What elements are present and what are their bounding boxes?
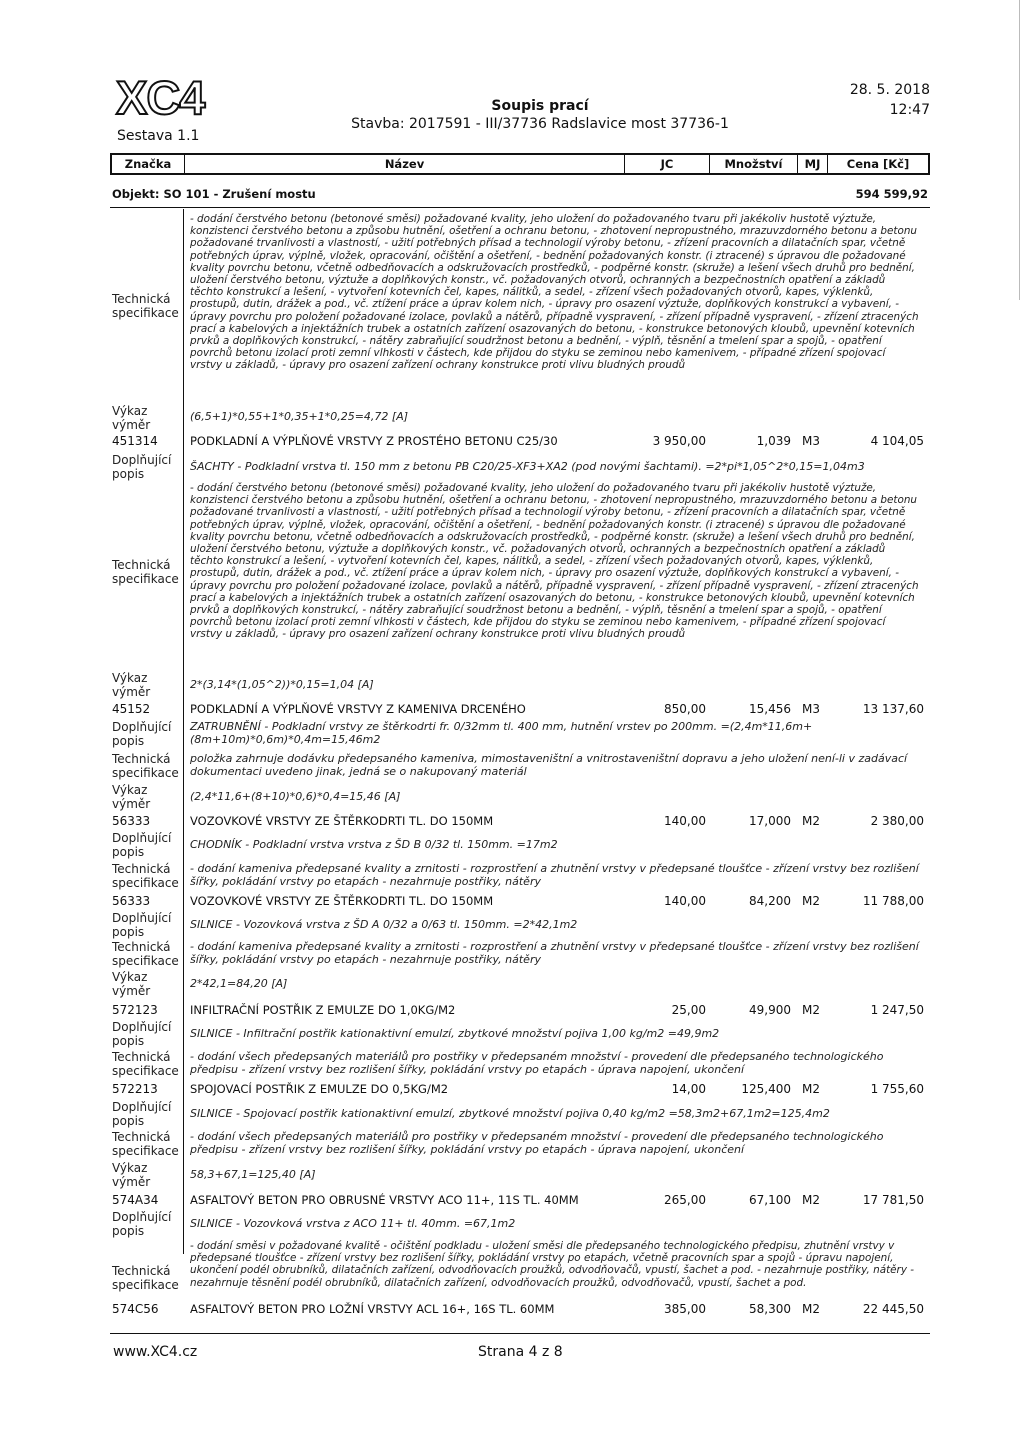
label-technicka: Technická specifikace: [112, 558, 179, 586]
vykaz-text: (2,4*11,6+(8+10)*0,6)*0,4=15,46 [A]: [190, 790, 401, 803]
footer-website: www.XC4.cz: [113, 1344, 198, 1360]
label-doplnujici: Doplňující popis: [112, 1210, 172, 1238]
item-cena: 1 755,60: [870, 1082, 924, 1096]
item-code: 572213: [112, 1082, 158, 1096]
popis-text: SILNICE - Spojovací postřik kationaktivní emulzí, zbytkové množství pojiva 0,40 kg/m2 =58,3m2+67,1m2=125,4m2: [190, 1107, 830, 1120]
spec-text: položka zahrnuje dodávku předepsaného kameniva, mimostaveništní a vnitrostaveništní dopravu a jeho uložení není-li v zadávací dokumentaci uvedeno jinak, jedná se o nakupovaný materiál: [190, 752, 908, 778]
popis-text: ŠACHTY - Podkladní vrstva tl. 150 mm z betonu PB C20/25-XF3+XA2 (pod novými šachtami). =2*pi*1,05^2*0,15=1,04m3: [190, 460, 865, 473]
label-doplnujici: Doplňující popis: [112, 1100, 172, 1128]
objekt-row: [110, 181, 930, 208]
item-mnozstvi: 67,100: [749, 1193, 791, 1207]
label-technicka: Technická specifikace: [112, 1264, 179, 1292]
item-mj: M3: [802, 434, 820, 448]
document-title: [340, 98, 740, 132]
table-row: [112, 814, 924, 830]
item-jc: 140,00: [664, 814, 706, 828]
label-vykaz: Výkaz výměr: [112, 970, 151, 998]
item-code: 572123: [112, 1003, 158, 1017]
stavba-line: Stavba: 2017591 - III/37736 Radslavice most 37736-1: [351, 116, 729, 132]
table-row: [112, 1193, 924, 1209]
label-technicka: Technická specifikace: [112, 1050, 179, 1078]
spec-text: - dodání kameniva předepsané kvality a zrnitosti - rozprostření a zhutnění vrstvy v předepsané tloušťce - zřízení vrstvy bez rozlišení šířky, pokládání vrstvy po etapách - nezahrnuje postřiky, nátěry: [190, 940, 919, 966]
item-code: 56333: [112, 894, 151, 908]
item-code: 45152: [112, 702, 151, 716]
item-name: ASFALTOVÝ BETON PRO OBRUSNÉ VRSTVY ACO 11+, 11S TL. 40MM: [190, 1193, 579, 1207]
col-znacka: Značka: [112, 155, 185, 173]
spec-text: - dodání kameniva předepsané kvality a zrnitosti - rozprostření a zhutnění vrstvy v předepsané tloušťce - zřízení vrstvy bez rozlišení šířky, pokládání vrstvy po etapách - nezahrnuje postřiky, nátěry: [190, 862, 919, 888]
objekt-total: 594 599,92: [855, 187, 928, 201]
item-cena: 22 445,50: [862, 1302, 924, 1316]
date: 28. 5. 2018: [849, 82, 930, 98]
table-row: [112, 434, 924, 450]
item-cena: 4 104,05: [870, 434, 924, 448]
spec-text: - dodání čerstvého betonu (betonové směsi) požadované kvality, jeho uložení do požadovaného tvaru při jakékoliv hustotě výztuže, konzistenci čerstvého betonu a způsobu hutnění, ošetření a ochranu betonu, - zhotovení nepropustného, mrazuvzdorného betonu a betonu požadované trvanlivosti a vlastností, - užití potřebných přísad a technologií výroby betonu, - zřízení pracovních a dilatačních spar, včetně potřebných úprav, výplně, vložek, opracování, očištění a ošetření, - bednění požadovaných konstr. (i ztracené) s úpravou dle požadované kvality povrchu betonu, včetně odbedňovacích a odskružovacích prostředků, - podpěrné konstr. (skruže) a lešení všech druhů pro bednění, uložení čerstvého betonu, výztuže a doplňkových konstr., vč. požadovaných otvorů, ochranných a bezpečnostních opatření a základů těchto konstrukcí a lešení, - vytvoření kotevních čel, kapes, nálitků, a sedel, - zřízení všech požadovaných otvorů, kapes, výklenků, prostupů, dutin, drážek a pod., vč. ztížení práce a úprav kolem nich, - úpravy pro osazení výztuže, doplňkových konstrukcí a vybavení, - úpravy povrchu pro položení požadované izolace, povlaků a nátěrů, případně vyspravení, - zřízení případně vyspravení, - zřízení ztracených prací a kabelových a injektážních trubek a ostatních zařízení osazovaných do betonu, - konstrukce betonových kloubů, upevnění kotevních prvků a doplňkových konstrukcí, - nátěry zabraňující soudržnost betonu a bednění, - výplň, těsnění a tmelení spar a spojů, - opatření povrchů betonu izolací proti zemní vlhkosti v částech, kde přijdou do styku se zeminou nebo kamenivem, - případné zřízení spojovací vrstvy u základů, - úpravy pro osazení zařízení ochrany konstrukce proti vlivu bludných proudů: [190, 482, 919, 641]
item-code: 574A34: [112, 1193, 159, 1207]
item-mnozstvi: 58,300: [749, 1302, 791, 1316]
vykaz-text: 2*42,1=84,20 [A]: [190, 977, 288, 990]
item-name: SPOJOVACÍ POSTŘIK Z EMULZE DO 0,5KG/M2: [190, 1082, 449, 1096]
table-row: [112, 1302, 924, 1318]
item-mnozstvi: 17,000: [749, 814, 791, 828]
label-technicka: Technická specifikace: [112, 1130, 179, 1158]
col-jc: JC: [625, 155, 710, 173]
item-mnozstvi: 49,900: [749, 1003, 791, 1017]
popis-text: CHODNÍK - Podkladní vrstva vrstva z ŠD B 0/32 tl. 150mm. =17m2: [190, 838, 558, 851]
item-jc: 25,00: [671, 1003, 706, 1017]
label-vykaz: Výkaz výměr: [112, 783, 151, 811]
datetime: [800, 80, 930, 120]
item-cena: 11 788,00: [862, 894, 924, 908]
soupis-title: Soupis prací: [491, 98, 589, 114]
table-row: [112, 702, 924, 718]
item-mj: M2: [802, 814, 820, 828]
item-name: VOZOVKOVÉ VRSTVY ZE ŠTĚRKODRTI TL. DO 150MM: [190, 814, 494, 828]
table-row: [112, 1082, 924, 1098]
popis-text: SILNICE - Vozovková vrstva z ŠD A 0/32 a 0/63 tl. 150mm. =2*42,1m2: [190, 918, 578, 931]
item-mnozstvi: 84,200: [749, 894, 791, 908]
label-technicka: Technická specifikace: [112, 292, 179, 320]
item-jc: 850,00: [664, 702, 706, 716]
spec-text: - dodání směsi v požadované kvalitě - očištění podkladu - uložení směsi dle předepsaného technologického předpisu, zhutnění vrstvy v předepsané tloušťce - zřízení vrstvy bez rozlišení šířky, pokládání vrstvy po etapách, včetně pracovních spar a spojů - úpravu napojení, ukončení podél obrubníků, dilatačních zařízení, odvodňovacích proužků, odvodňovačů, vpustí, šachet a pod. - nezahrnuje postřiky, nátěry - nezahrnuje těsnění podél obrubníků, dilatačních zařízení, odvodňovacích proužků, odvodňovačů, vpustí, šachet a pod.: [190, 1240, 915, 1289]
item-jc: 14,00: [671, 1082, 706, 1096]
spec-text: - dodání všech předepsaných materiálů pro postřiky v předepsaném množství - provedení dle předepsaného technologického předpisu - zřízení vrstvy bez rozlišení šířky, pokládání vrstvy po etapách - úprava napojení, ukončení: [190, 1050, 884, 1076]
popis-text: SILNICE - Infiltrační postřik kationaktivní emulzí, zbytkové množství pojiva 1,00 kg/m2 =49,9m2: [190, 1027, 720, 1040]
item-name: VOZOVKOVÉ VRSTVY ZE ŠTĚRKODRTI TL. DO 150MM: [190, 894, 494, 908]
item-code: 451314: [112, 434, 158, 448]
objekt-label: Objekt: SO 101 - Zrušení mostu: [112, 187, 316, 201]
col-mj: MJ: [798, 155, 828, 173]
item-cena: 13 137,60: [862, 702, 924, 716]
table-header: [110, 153, 930, 175]
item-mj: M2: [802, 1302, 820, 1316]
item-jc: 385,00: [664, 1302, 706, 1316]
label-doplnujici: Doplňující popis: [112, 831, 172, 859]
col-nazev: Název: [185, 155, 625, 173]
item-name: PODKLADNÍ A VÝPLŇOVÉ VRSTVY Z KAMENIVA DRCENÉHO: [190, 702, 526, 716]
item-name: ASFALTOVÝ BETON PRO LOŽNÍ VRSTVY ACL 16+, 16S TL. 60MM: [190, 1302, 555, 1316]
scan-edge: [1019, 0, 1020, 300]
col-cena: Cena [Kč]: [846, 157, 910, 171]
footer-divider: [110, 1333, 930, 1334]
label-technicka: Technická specifikace: [112, 862, 179, 890]
item-code: 56333: [112, 814, 151, 828]
table-row: [112, 894, 924, 910]
item-jc: 3 950,00: [652, 434, 706, 448]
item-cena: 17 781,50: [862, 1193, 924, 1207]
label-doplnujici: Doplňující popis: [112, 720, 172, 748]
item-mj: M2: [802, 1003, 820, 1017]
item-code: 574C56: [112, 1302, 159, 1316]
popis-text: ZATRUBNĚNÍ - Podkladní vrstvy ze štěrkodrti fr. 0/32mm tl. 400 mm, hutnění vrstev po 200mm. =(2,4m*11,6m+(8m+10m)*0,6m)*0,4m=15,46m2: [190, 720, 813, 746]
label-technicka: Technická specifikace: [112, 752, 179, 780]
item-mj: M2: [802, 1193, 820, 1207]
vykaz-text: 58,3+67,1=125,40 [A]: [190, 1168, 316, 1181]
sestava-label: Sestava 1.1: [117, 128, 200, 144]
item-mj: M3: [802, 702, 820, 716]
time: 12:47: [889, 102, 930, 118]
footer-page-number: Strana 4 z 8: [478, 1344, 563, 1360]
item-jc: 265,00: [664, 1193, 706, 1207]
vykaz-text: (6,5+1)*0,55+1*0,35+1*0,25=4,72 [A]: [190, 410, 409, 423]
table-row: [112, 1003, 924, 1019]
label-vykaz: Výkaz výměr: [112, 404, 151, 432]
xc4-logo: XC4: [116, 71, 205, 124]
vykaz-text: 2*(3,14*(1,05^2))*0,15=1,04 [A]: [190, 678, 374, 691]
label-technicka: Technická specifikace: [112, 940, 179, 968]
item-cena: 2 380,00: [870, 814, 924, 828]
item-name: PODKLADNÍ A VÝPLŇOVÉ VRSTVY Z PROSTÉHO BETONU C25/30: [190, 434, 558, 448]
item-mnozstvi: 125,400: [741, 1082, 791, 1096]
popis-text: SILNICE - Vozovková vrstva z ACO 11+ tl. 40mm. =67,1m2: [190, 1217, 516, 1230]
label-vykaz: Výkaz výměr: [112, 1161, 151, 1189]
spec-text: - dodání čerstvého betonu (betonové směsi) požadované kvality, jeho uložení do požadovaného tvaru při jakékoliv hustotě výztuže, konzistenci čerstvého betonu a způsobu hutnění, ošetření a ochranu betonu, - zhotovení nepropustného, mrazuvzdorného betonu a betonu požadované trvanlivosti a vlastností, - užití potřebných přísad a technologií výroby betonu, - zřízení pracovních a dilatačních spar, včetně potřebných úprav, výplně, vložek, opracování, očištění a ošetření, - bednění požadovaných konstr. (i ztracené) s úpravou dle požadované kvality povrchu betonu, včetně odbedňovacích a odskružovacích prostředků, - podpěrné konstr. (skruže) a lešení všech druhů pro bednění, uložení čerstvého betonu, výztuže a doplňkových konstr., vč. požadovaných otvorů, ochranných a bezpečnostních opatření a základů těchto konstrukcí a lešení, - vytvoření kotevních čel, kapes, nálitků, a sedel, - zřízení všech požadovaných otvorů, kapes, výklenků, prostupů, dutin, drážek a pod., vč. ztížení práce a úprav kolem nich, - úpravy pro osazení výztuže, doplňkových konstrukcí a vybavení, - úpravy povrchu pro položení požadované izolace, povlaků a nátěrů, případně vyspravení, - zřízení případně vyspravení, - zřízení ztracených prací a kabelových a injektážních trubek a ostatních zařízení osazovaných do betonu, - konstrukce betonových kloubů, upevnění kotevních prvků a doplňkových konstrukcí, - nátěry zabraňující soudržnost betonu a bednění, - výplň, těsnění a tmelení spar a spojů, - opatření povrchů betonu izolací proti zemní vlhkosti v částech, kde přijdou do styku se zeminou nebo kamenivem, - případné zřízení spojovací vrstvy u základů, - úpravy pro osazení zařízení ochrany konstrukce proti vlivu bludných proudů: [190, 213, 919, 372]
spec-text: - dodání všech předepsaných materiálů pro postřiky v předepsaném množství - provedení dle předepsaného technologického předpisu - zřízení vrstvy bez rozlišení šířky, pokládání vrstvy po etapách - úprava napojení, ukončení: [190, 1130, 884, 1156]
label-doplnujici: Doplňující popis: [112, 911, 172, 939]
item-mnozstvi: 1,039: [756, 434, 791, 448]
item-mj: M2: [802, 1082, 820, 1096]
label-doplnujici: Doplňující popis: [112, 453, 172, 481]
item-cena: 1 247,50: [870, 1003, 924, 1017]
col-mnozstvi: Množství: [710, 155, 798, 173]
item-mj: M2: [802, 894, 820, 908]
label-doplnujici: Doplňující popis: [112, 1020, 172, 1048]
item-name: INFILTRAČNÍ POSTŘIK Z EMULZE DO 1,0KG/M2: [190, 1003, 456, 1017]
item-jc: 140,00: [664, 894, 706, 908]
label-vykaz: Výkaz výměr: [112, 671, 151, 699]
item-mnozstvi: 15,456: [749, 702, 791, 716]
